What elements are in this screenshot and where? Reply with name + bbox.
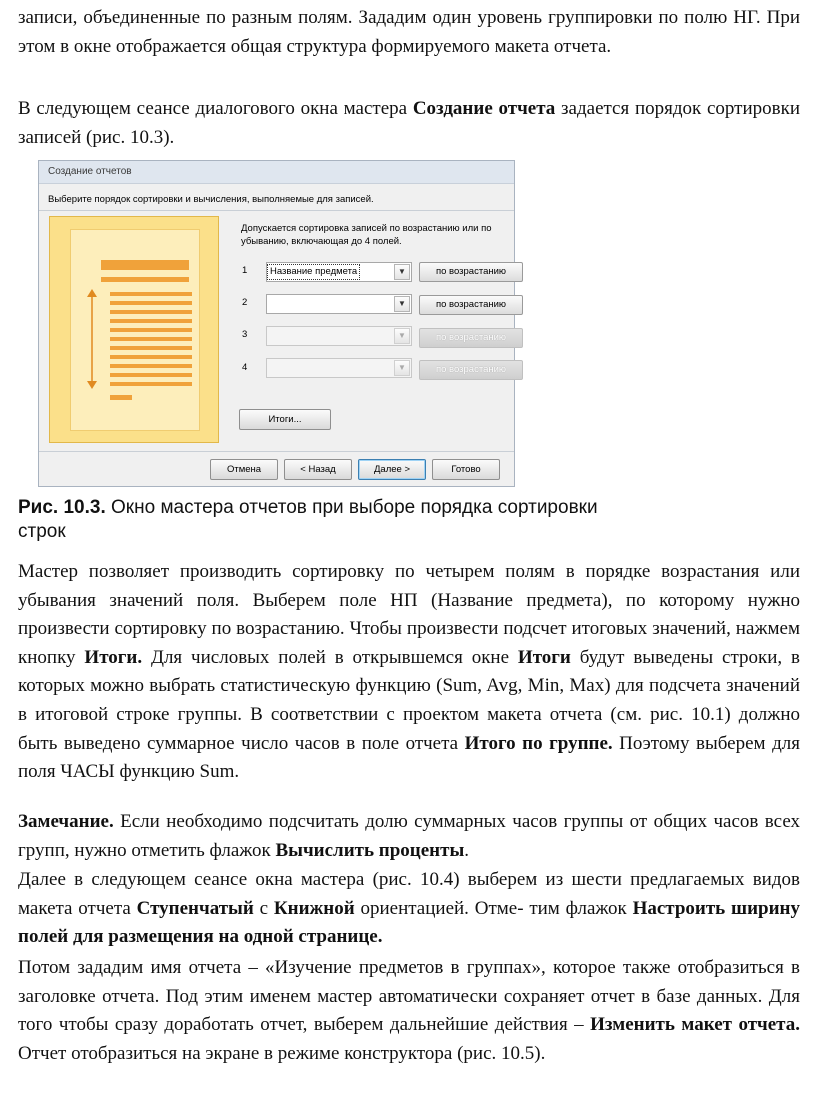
sort-field-1-value: Название предмета — [267, 264, 360, 280]
sort-field-1-select[interactable] — [266, 262, 412, 282]
paragraph-wizard-sort: Мастер позволяет производить сортировку по четырем полям в порядке возрастания или убывания значений поля. Выберем поле НП (Название предмета), по которому нужно произвести сортировку по возрастанию. Чтобы произвести подсчет итоговых значений, нажмем кнопку Итоги. Для числовых полей в открывшемся окне Итоги будут выведены строки, в которых можно выбрать статистическую функцию (Sum, Avg, Min, Max) для подсчета значений в итоговой строке группы. В соответствии с проектом макета отчета (см. рис. 10.1) должно быть выведено суммарное число часов в поле отчета Итого по группе. Поэтому выберем для поля ЧАСЫ функцию Sum. — [18, 561, 801, 783]
dialog-instruction: Выберите порядок сортировки и вычисления, выполняемые для записей. — [48, 194, 374, 205]
preview-row — [110, 355, 192, 359]
preview-title-bar — [101, 260, 189, 270]
report-wizard-dialog — [38, 160, 515, 487]
preview-row — [110, 364, 192, 368]
preview-row — [110, 292, 192, 296]
preview-row — [110, 328, 192, 332]
finish-button[interactable]: Готово — [432, 459, 500, 480]
divider — [39, 210, 514, 211]
sort-arrow-icon — [86, 289, 98, 389]
sort-order-2-button[interactable]: по возрастанию — [419, 295, 523, 315]
preview-row — [110, 382, 192, 386]
preview-row — [110, 310, 192, 314]
paragraph-report-name: Потом зададим имя отчета – «Изучение предметов в группах», которое также отобразиться в заголовке отчета. Под этим именем мастер автоматически сохраняет отчет в базе данных. Для того чтобы сразу доработать отчет, выберем дальнейшие действия – Изменить макет отчета. Отчет отобразиться на экране в режиме конструктора (рис. 10.5). — [18, 957, 800, 1064]
next-button[interactable]: Далее > — [358, 459, 426, 480]
sort-row-number: 1 — [242, 265, 248, 276]
sort-field-2-select[interactable] — [266, 294, 412, 314]
paragraph-note: Замечание. Если необходимо подсчитать долю суммарных часов группы от общих часов всех групп, нужно отметить флажок Вычислить проценты. — [18, 811, 800, 861]
sort-hint-text: Допускается сортировка записей по возрастанию или по убыванию, включающая до 4 полей. — [241, 223, 492, 247]
totals-button[interactable]: Итоги... — [239, 409, 331, 430]
preview-row — [110, 373, 192, 377]
sort-field-3-select[interactable] — [266, 326, 412, 346]
preview-row — [110, 346, 192, 350]
paragraph-layout: Далее в следующем сеансе окна мастера (рис. 10.4) выберем из шести предлагаемых видов макета отчета Ступенчатый с Книжной ориентацией. Отме- тим флажок Настроить ширину полей для размещения на одной странице. — [18, 869, 800, 948]
sort-row-number: 4 — [242, 362, 248, 373]
chevron-down-icon[interactable]: ▼ — [394, 264, 410, 280]
figure-caption: Рис. 10.3. Окно мастера отчетов при выборе порядка сортировки строк — [18, 497, 598, 542]
sort-order-1-button[interactable]: по возрастанию — [419, 262, 523, 282]
sort-field-4-select[interactable] — [266, 358, 412, 378]
preview-row — [110, 319, 192, 323]
preview-row — [110, 337, 192, 341]
layout-preview-image — [49, 216, 219, 443]
divider — [39, 451, 514, 452]
cancel-button[interactable]: Отмена — [210, 459, 278, 480]
preview-header-bar — [101, 277, 189, 282]
chevron-down-icon[interactable]: ▼ — [394, 360, 410, 376]
sort-row-number: 3 — [242, 329, 248, 340]
back-button[interactable]: < Назад — [284, 459, 352, 480]
preview-footer-bar — [110, 395, 132, 400]
paragraph-sort-intro: В следующем сеансе диалогового окна мастера Создание отчета задается порядок сортировки записей (рис. 10.3). — [18, 98, 801, 148]
chevron-down-icon[interactable]: ▼ — [394, 328, 410, 344]
preview-row — [110, 301, 192, 305]
sort-order-3-button[interactable]: по возрастанию — [419, 328, 523, 348]
sort-row-number: 2 — [242, 297, 248, 308]
chevron-down-icon[interactable]: ▼ — [394, 296, 410, 312]
dialog-title: Создание отчетов — [39, 161, 514, 184]
paragraph-intro: записи, объединенные по разным полям. Зададим один уровень группировки по полю НГ. При этом в окне отображается общая структура формируемого макета отчета. — [18, 7, 800, 57]
sort-order-4-button[interactable]: по возрастанию — [419, 360, 523, 380]
